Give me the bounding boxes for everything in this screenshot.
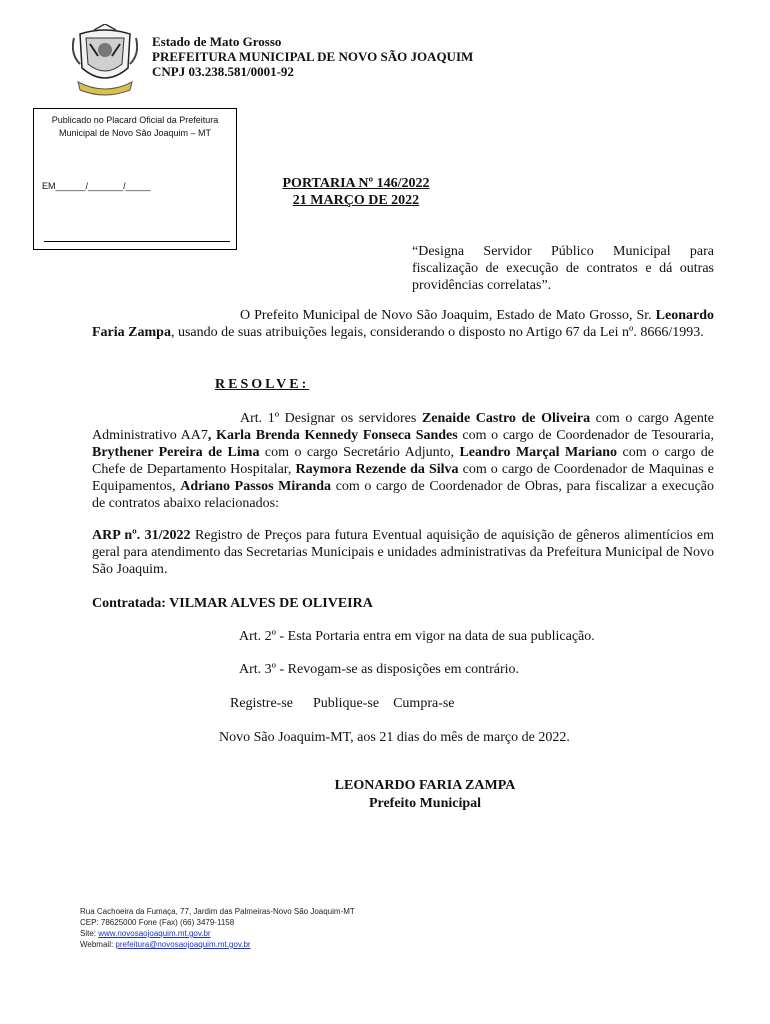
article-3: Art. 3º - Revogam-se as disposições em contrário. <box>239 662 519 677</box>
site-label: Site: <box>80 929 99 938</box>
footer-cep-phone: CEP: 78625000 Fone (Fax) (66) 3479-1158 <box>80 918 235 927</box>
placard-signature-line <box>44 241 230 242</box>
art1-text: com o cargo Agente Administrativo AA7 <box>92 411 714 443</box>
servant-name: , Karla Brenda Kennedy Fonseca Sandes <box>207 428 458 443</box>
resolve-heading: RESOLVE: <box>215 377 310 392</box>
arp-description: Registro de Preços para futura Eventual aquisição de aquisição de gêneros alimentícios em geral para atendimento das Secretarias Municipais e unidades administrativas da Prefeitura Municipal de Novo São Joaquim. <box>92 528 714 577</box>
letterhead <box>152 34 473 79</box>
webmail-link[interactable]: prefeitura@novosaojoaquim.mt.gov.br <box>115 940 251 949</box>
municipality-name: PREFEITURA MUNICIPAL DE NOVO SÃO JOAQUIM <box>152 49 474 64</box>
servant-name: Zenaide Castro de Oliveira <box>421 411 591 426</box>
art1-text: com o cargo de Coordenador de Obras, para fiscalizar a execução de contratos abaixo relacionados: <box>92 479 714 511</box>
footer <box>80 906 355 950</box>
site-link[interactable]: www.novosaojoaquim.mt.gov.br <box>98 929 211 938</box>
preamble-paragraph <box>92 307 714 341</box>
ementa: “Designa Servidor Público Municipal para fiscalização de execução de contratos e dá outras providências correlatas”. <box>412 244 714 293</box>
servant-name: Adriano Passos Miranda <box>180 479 332 494</box>
portaria-date: 21 MARÇO DE 2022 <box>292 193 420 208</box>
placard-date-line: EM______/_______/_____ <box>42 181 151 191</box>
closing-publique: Publique-se <box>312 696 380 711</box>
article-1-paragraph <box>92 410 714 512</box>
art1-text: com o cargo de Chefe de Departamento Hospitalar, <box>92 445 715 477</box>
signature-block <box>300 777 550 813</box>
closing-formula <box>230 695 455 712</box>
footer-site <box>80 928 355 939</box>
footer-webmail <box>80 939 355 950</box>
servant-name: Leandro Marçal Mariano <box>459 445 618 460</box>
art1-text: com o cargo Secretário Adjunto, <box>259 445 460 460</box>
signatory-name: LEONARDO FARIA ZAMPA <box>334 778 516 793</box>
closing-registre: Registre-se <box>230 696 293 711</box>
webmail-label: Webmail: <box>80 940 116 949</box>
servant-name: Brythener Pereira de Lima <box>92 445 260 460</box>
portaria-number: PORTARIA Nº 146/2022 <box>282 176 430 191</box>
article-2: Art. 2º - Esta Portaria entra em vigor na data de sua publicação. <box>239 629 595 644</box>
contracted-party: Contratada: VILMAR ALVES DE OLIVEIRA <box>92 596 373 611</box>
cnpj-number: CNPJ 03.238.581/0001-92 <box>152 64 294 79</box>
footer-address: Rua Cachoeira da Fumaça, 77, Jardim das Palmeiras-Novo São Joaquim-MT <box>80 907 355 916</box>
art1-text: com o cargo de Coordenador de Tesouraria, <box>457 428 714 443</box>
state-name: Estado de Mato Grosso <box>152 34 282 49</box>
art1-text: Art. 1º Designar os servidores <box>240 411 422 426</box>
art1-text: com o cargo de Coordenador de Maquinas e Equipamentos, <box>92 462 714 494</box>
mayor-name: Leonardo Faria Zampa <box>92 308 714 340</box>
closing-cumpra: Cumpra-se <box>393 696 455 711</box>
signatory-title: Prefeito Municipal <box>368 796 482 811</box>
arp-paragraph <box>92 527 714 578</box>
portaria-title <box>236 175 476 209</box>
preamble-text: O Prefeito Municipal de Novo São Joaquim, Estado de Mato Grosso, Sr. <box>240 308 656 323</box>
servant-name: Raymora Rezende da Silva <box>295 462 459 477</box>
arp-number: ARP nº. 31/2022 <box>92 528 191 543</box>
publication-placard-box <box>33 108 237 250</box>
placard-text: Publicado no Placard Oficial da Prefeitura Municipal de Novo São Joaquim – MT <box>51 115 219 138</box>
place-and-date: Novo São Joaquim-MT, aos 21 dias do mês de março de 2022. <box>219 730 570 745</box>
preamble-text-end: , usando de suas atribuições legais, considerando o disposto no Artigo 67 da Lei nº. 8666/1993. <box>170 325 704 340</box>
municipal-coat-of-arms-icon <box>72 24 138 96</box>
